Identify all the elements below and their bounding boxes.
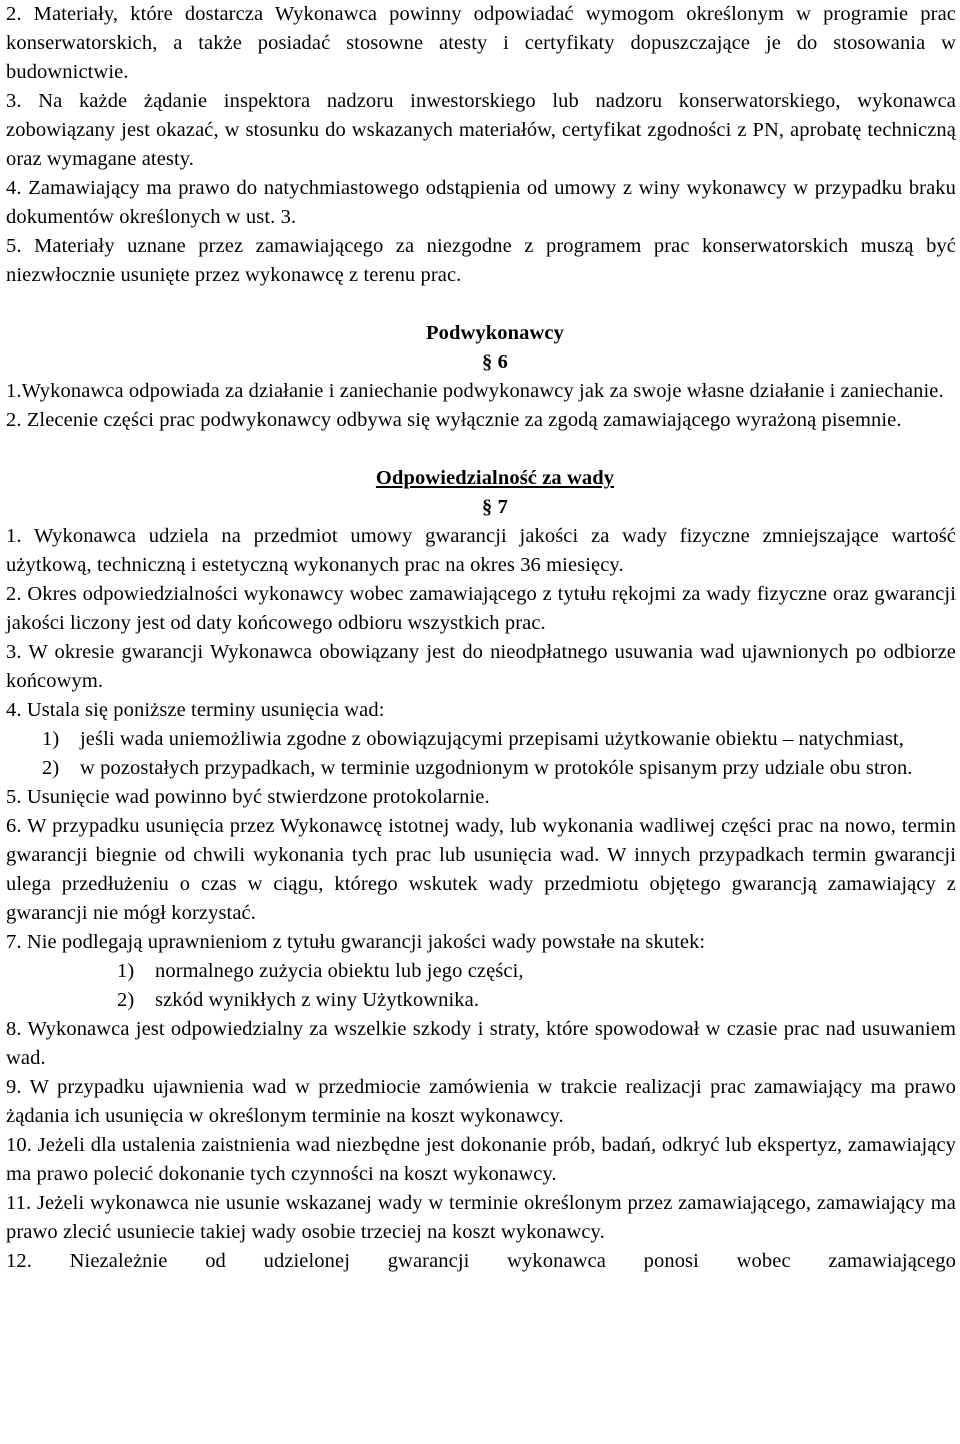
section7-paragraph-1	[6, 522, 956, 580]
paragraph-4	[6, 174, 956, 232]
list-item-number: 2)	[42, 757, 60, 779]
section7-paragraph-12	[6, 1247, 956, 1276]
section7-paragraph-9	[6, 1073, 956, 1131]
paragraph-5	[6, 232, 956, 290]
spacer	[6, 435, 956, 464]
paragraph-number: 12.	[6, 1250, 32, 1272]
paragraph-number: 2.	[6, 583, 22, 605]
list-item	[6, 725, 956, 754]
paragraph-text: Usunięcie wad powinno być stwierdzone protokolarnie.	[26, 786, 490, 808]
list-item-text: szkód wynikłych z winy Użytkownika.	[155, 989, 480, 1011]
section-number-7	[6, 493, 956, 522]
paragraph-number: 3.	[6, 90, 22, 112]
paragraph-text: Wykonawca udziela na przedmiot umowy gwarancji jakości za wady fizyczne zmniejszające wartość użytkową, techniczną i estetyczną wykonanych prac na okres 36 miesięcy.	[6, 525, 957, 576]
section7-paragraph-10	[6, 1131, 956, 1189]
paragraph-number: 8.	[6, 1018, 22, 1040]
section7-paragraph-4	[6, 696, 956, 725]
paragraph-text: Zamawiający ma prawo do natychmiastowego odstąpienia od umowy z winy wykonawcy w przypadku braku dokumentów określonych w ust. 3.	[6, 177, 956, 228]
paragraph-text: Wykonawca jest odpowiedzialny za wszelkie szkody i straty, które spowodował w czasie prac nad usuwaniem wad.	[6, 1018, 956, 1069]
paragraph-number: 5.	[6, 786, 22, 808]
paragraph-text: Wykonawca odpowiada za działanie i zaniechanie podwykonawcy jak za swoje własne działanie i zaniechanie.	[21, 380, 944, 402]
paragraph-number: 3.	[6, 641, 22, 663]
section-heading-odpowiedzialnosc	[6, 464, 956, 493]
section-number: 7	[497, 496, 508, 518]
section7-paragraph-5	[6, 783, 956, 812]
section-number-6	[6, 348, 956, 377]
paragraph-number: 2.	[6, 409, 22, 431]
section-heading-podwykonawcy: Podwykonawcy	[426, 322, 564, 344]
section6-paragraph-1	[6, 377, 956, 406]
section-number: 6	[497, 351, 508, 373]
list-item	[6, 754, 956, 783]
section-sign-icon: §	[482, 351, 493, 373]
paragraph-3	[6, 87, 956, 174]
list-item	[6, 957, 956, 986]
paragraph-number: 7.	[6, 931, 22, 953]
list-item-number: 2)	[117, 989, 135, 1011]
list-item	[6, 986, 956, 1015]
paragraph-number: 11.	[6, 1192, 32, 1214]
section-title: Odpowiedzialność za wady	[375, 467, 615, 489]
section7-paragraph-6	[6, 812, 956, 928]
paragraph-number: 5.	[6, 235, 22, 257]
paragraph-number: 4.	[6, 177, 22, 199]
paragraph-text: Materiały uznane przez zamawiającego za niezgodne z programem prac konserwatorskich muszą być niezwłocznie usunięte przez wykonawcę z terenu prac.	[6, 235, 956, 286]
paragraph-text: W przypadku ujawnienia wad w przedmiocie zamówienia w trakcie realizacji prac zamawiający ma prawo żądania ich usunięcia w określonym terminie na koszt wykonawcy.	[6, 1076, 956, 1127]
paragraph-number: 4.	[6, 699, 22, 721]
list-item-text: normalnego zużycia obiektu lub jego części,	[155, 960, 524, 982]
paragraph-text: Nie podlegają uprawnieniom z tytułu gwarancji jakości wady powstałe na skutek:	[26, 931, 706, 953]
spacer	[6, 290, 956, 319]
section7-paragraph-8	[6, 1015, 956, 1073]
paragraph-text: Zlecenie części prac podwykonawcy odbywa się wyłącznie za zgodą zamawiającego wyrażoną pisemnie.	[26, 409, 902, 431]
list-item-text: jeśli wada uniemożliwia zgodne z obowiązującymi przepisami użytkowanie obiektu – natychmiast,	[80, 728, 904, 750]
paragraph-text: Ustala się poniższe terminy usunięcia wad:	[26, 699, 385, 721]
paragraph-number: 6.	[6, 815, 22, 837]
paragraph-number: 2.	[6, 3, 22, 25]
paragraph-2	[6, 0, 956, 87]
section7-paragraph-2	[6, 580, 956, 638]
paragraph-text: W okresie gwarancji Wykonawca obowiązany jest do nieodpłatnego usuwania wad ujawnionych po odbiorze końcowym.	[6, 641, 956, 692]
section6-paragraph-2	[6, 406, 956, 435]
section7-paragraph-3	[6, 638, 956, 696]
list-item-number: 1)	[42, 728, 60, 750]
paragraph-text: Okres odpowiedzialności wykonawcy wobec zamawiającego z tytułu rękojmi za wady fizyczne oraz gwarancji jakości liczony jest od daty końcowego odbioru wszystkich prac.	[6, 583, 956, 634]
paragraph-text: Jeżeli wykonawca nie usunie wskazanej wady w terminie określonym przez zamawiającego, zamawiający ma prawo zlecić usuniecie takiej wady osobie trzeciej na koszt wykonawcy.	[6, 1192, 956, 1243]
section-sign-icon: §	[482, 496, 493, 518]
section7-paragraph-11	[6, 1189, 956, 1247]
paragraph-number: 10.	[6, 1134, 32, 1156]
paragraph-number: 1.	[6, 525, 22, 547]
list-item-text: w pozostałych przypadkach, w terminie uzgodnionym w protokóle spisanym przy udziale obu stron.	[80, 757, 913, 779]
paragraph-number: 9.	[6, 1076, 22, 1098]
paragraph-number: 1.	[6, 380, 22, 402]
paragraph-text: Materiały, które dostarcza Wykonawca powinny odpowiadać wymogom określonym w programie prac konserwatorskich, a także posiadać stosowne atesty i certyfikaty dopuszczające je do stosowania w budownictwie.	[6, 3, 956, 83]
paragraph-text: W przypadku usunięcia przez Wykonawcę istotnej wady, lub wykonania wadliwej części prac na nowo, termin gwarancji biegnie od chwili wykonania tych prac lub usunięcia wad. W innych przypadkach termin gwarancji ulega przedłużeniu o czas w ciągu, którego wskutek wady przedmiotu objętego gwarancją zamawiający z gwarancji nie mógł korzystać.	[6, 815, 957, 924]
section7-paragraph-7	[6, 928, 956, 957]
paragraph-text: Na każde żądanie inspektora nadzoru inwestorskiego lub nadzoru konserwatorskiego, wykonawca zobowiązany jest okazać, w stosunku do wskazanych materiałów, certyfikat zgodności z PN, aprobatę techniczną oraz wymagane atesty.	[6, 90, 957, 170]
paragraph-text: Jeżeli dla ustalenia zaistnienia wad niezbędne jest dokonanie prób, badań, odkryć lub ekspertyz, zamawiający ma prawo polecić dokonanie tych czynności na koszt wykonawcy.	[6, 1134, 956, 1185]
list-item-number: 1)	[117, 960, 135, 982]
paragraph-text: Niezależnie od udzielonej gwarancji wykonawca ponosi wobec zamawiającego	[69, 1250, 956, 1272]
